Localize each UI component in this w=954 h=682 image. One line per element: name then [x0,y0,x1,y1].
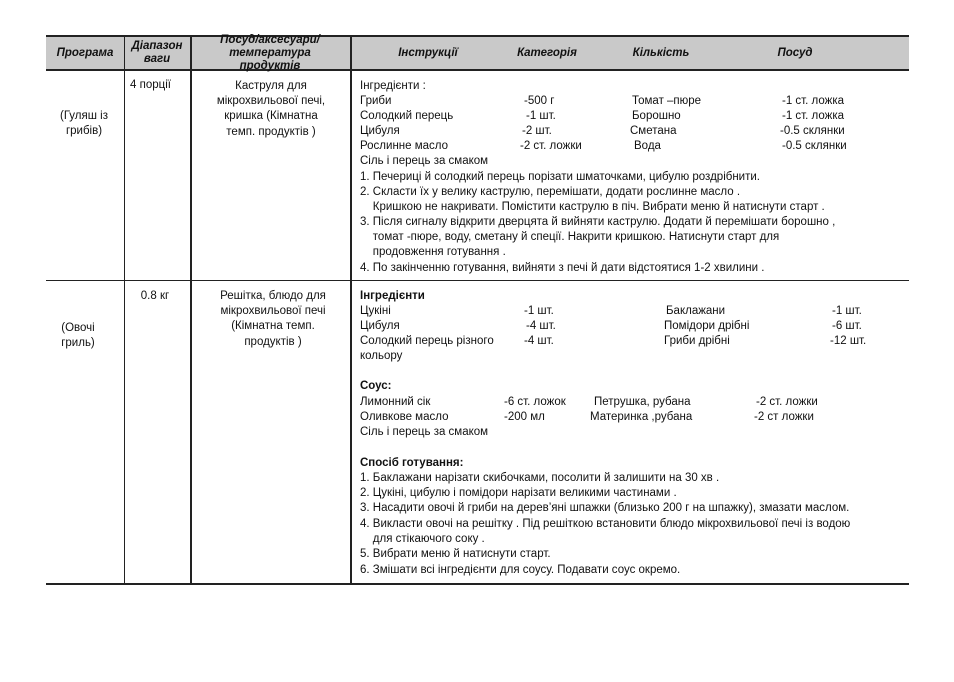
instruction-step: 1. Печериці й солодкий перець порізати шматочками, цибулю роздрібнити. [360,171,760,183]
sauce-ingredient-qty: -6 ст. ложок [504,396,566,408]
row-separator [46,280,909,281]
instruction-step: Кришкою не накривати. Помістити каструлю в піч. Вибрати меню й натиснути старт . [360,201,825,213]
header-program: Програма [56,46,114,59]
weight-range: 4 порції [130,79,171,91]
sauce-title: Соус: [360,380,392,392]
ingredient-qty: -12 шт. [830,335,867,347]
ingredients-title: Інгредієнти [360,290,425,302]
instruction-step: для стікаючого соку . [360,533,485,545]
ingredient-qty: -0.5 склянки [782,140,847,152]
instruction-step: 2. Цукіні, цибулю і помідори нарізати великими частинами . [360,487,677,499]
sauce-ingredient-name: Петрушка, рубана [594,396,691,408]
ingredient-qty: -4 шт. [526,320,556,332]
sauce-ingredient-qty: -2 ст. ложки [756,396,818,408]
sauce-ingredient-name: Лимонний сік [360,396,431,408]
ingredient-name: Помідори дрібні [664,320,750,332]
ingredient-name: Вода [634,140,661,152]
ingredient-name: кольору [360,350,403,362]
ingredient-qty: -500 г [524,95,555,107]
ingredients-title: Інгредієнти : [360,80,426,92]
ingredient-qty: -1 шт. [524,305,554,317]
sauce-ingredient-qty: -2 ст ложки [754,411,814,423]
instruction-step: 5. Вибрати меню й натиснути старт. [360,548,551,560]
instruction-step: продовження готування . [360,246,506,258]
ingredient-qty: -1 шт. [832,305,862,317]
instruction-step: 1. Баклажани нарізати скибочками, посолити й залишити на 30 хв . [360,472,720,484]
instruction-step: 6. Змішати всі інгредієнти для соусу. Подавати соус окремо. [360,564,681,576]
ingredient-name: Солодкий перець [360,110,454,122]
ingredient-name: Рослинне масло [360,140,449,152]
ingredient-qty: -6 шт. [832,320,862,332]
program-name: (Овочі гриль) [61,322,95,350]
instruction-step: 3. Після сигналу відкрити дверцята й вийняти каструлю. Додати й перемішати борошно , [360,216,836,228]
ingredient-qty: -4 шт. [524,335,554,347]
column-divider [190,35,192,585]
instruction-step: 3. Насадити овочі й гриби на дерев’яні шпажки (близько 200 г на шпажку), змазати маслом. [360,502,850,514]
ingredient-name: Томат –пюре [632,95,702,107]
ingredient-name: Цибуля [360,125,400,137]
header-quantity: Кількість [632,46,690,59]
sauce-ingredient-qty: -200 мл [504,411,545,423]
table-bottom-border [46,583,909,585]
sauce-ingredient-name: Материнка ,рубана [590,411,693,423]
column-divider [124,35,125,585]
ingredient-name: Цибуля [360,320,400,332]
header-cookware: Посуд/аксесуари/ температура продуктів [220,33,320,72]
column-divider [350,35,352,585]
ingredient-qty: -1 шт. [526,110,556,122]
instruction-step: 4. Викласти овочі на решітку . Під решіткою встановити блюдо мікрохвильової печі із водою [360,518,851,530]
method-title: Спосіб готування: [360,457,464,469]
instruction-step: томат -пюре, воду, сметану й спеції. Накрити кришкою. Натиснути старт для [360,231,780,243]
ingredient-name: Гриби дрібні [664,335,730,347]
instruction-step: 4. По закінченню готування, вийняти з печі й дати відстоятися 1-2 хвилини . [360,262,765,274]
ingredient-name: Цукіні [360,305,391,317]
ingredient-name: Баклажани [666,305,726,317]
ingredient-qty: -1 ст. ложка [782,95,845,107]
sauce-ingredient-name: Оливкове масло [360,411,449,423]
header-instructions: Інструкції [398,46,458,59]
ingredient-qty: -2 шт. [522,125,552,137]
header-category: Категорія [517,46,577,59]
program-name: (Гуляш із грибів) [60,110,108,138]
ingredient-qty: -2 ст. ложки [520,140,582,152]
ingredient-qty: -0.5 склянки [780,125,845,137]
ingredient-name: Солодкий перець різного [360,335,494,347]
ingredient-name: Борошно [632,110,681,122]
weight-range: 0.8 кг [140,290,170,302]
instruction-step: 2. Скласти їх у велику каструлю, перемішати, додати рослинне масло . [360,186,741,198]
cookware-description: Решітка, блюдо для мікрохвильової печі (Кімнатна темп. продуктів ) [220,290,326,348]
salt-note: Сіль і перець за смаком [360,426,489,438]
header-dish: Посуд [777,46,813,59]
ingredient-name: Гриби [360,95,392,107]
ingredient-name: Сметана [630,125,677,137]
header-weight-range: Діапазон ваги [131,40,183,65]
table-header [46,35,909,71]
cookware-description: Каструля для мікрохвильової печі, кришка (Кімнатна темп. продуктів ) [216,80,326,138]
ingredient-qty: -1 ст. ложка [782,110,845,122]
salt-note: Сіль і перець за смаком [360,155,489,167]
